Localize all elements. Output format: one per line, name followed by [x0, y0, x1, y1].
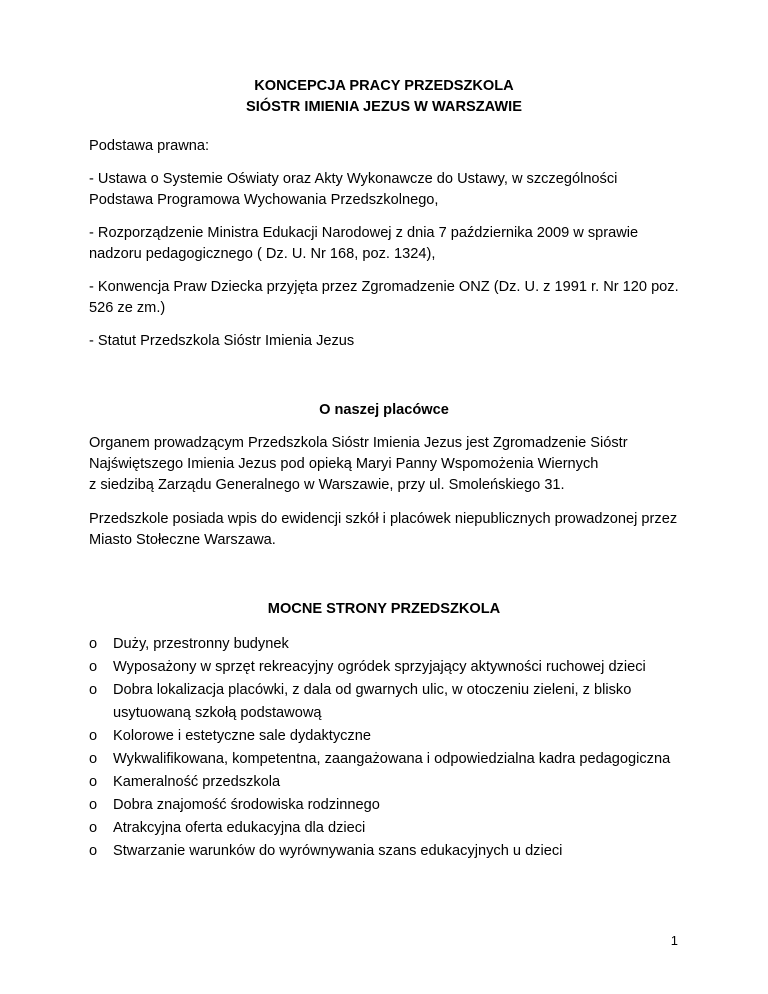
list-item: o Kameralność przedszkola [89, 771, 679, 794]
legal-basis-item: - Ustawa o Systemie Oświaty oraz Akty Wykonawcze do Ustawy, w szczególności Podstawa Programowa Wychowania Przedszkolnego, [89, 171, 618, 208]
list-item: o Dobra lokalizacja placówki, z dala od gwarnych ulic, w otoczeniu zieleni, z blisko usytuowaną szkołą podstawową [89, 679, 679, 725]
bullet-marker: o [89, 636, 98, 652]
about-paragraph-1 [89, 433, 679, 496]
bullet-marker: o [89, 728, 98, 744]
list-item: o Duży, przestronny budynek [89, 633, 679, 656]
list-item: o Dobra znajomość środowiska rodzinnego [89, 794, 679, 817]
bullet-marker: o [89, 751, 98, 767]
bullet-marker: o [89, 843, 98, 859]
document-page [89, 76, 679, 863]
list-item: o Atrakcyjna oferta edukacyjna dla dzieci [89, 817, 679, 840]
bullet-marker: o [89, 820, 98, 836]
legal-basis-item: - Rozporządzenie Ministra Edukacji Narodowej z dnia 7 października 2009 w sprawie nadzoru pedagogicznego ( Dz. U. Nr 168, poz. 1324), [89, 225, 639, 262]
about-heading: O naszej placówce [319, 402, 449, 418]
bullet-marker: o [89, 797, 98, 813]
strengths-list [89, 633, 679, 863]
legal-basis-heading: Podstawa prawna: [89, 138, 210, 154]
list-item: o Wyposażony w sprzęt rekreacyjny ogródek sprzyjający aktywności ruchowej dzieci [89, 656, 679, 679]
legal-basis-item: - Statut Przedszkola Sióstr Imienia Jezus [89, 333, 355, 349]
about-paragraph-1-line: Organem prowadzącym Przedszkola Sióstr Imienia Jezus jest Zgromadzenie Sióstr [89, 435, 628, 451]
strengths-heading: MOCNE STRONY PRZEDSZKOLA [267, 601, 501, 617]
document-title-line-1: KONCEPCJA PRACY PRZEDSZKOLA [254, 78, 514, 94]
about-paragraph-1-line: z siedzibą Zarządu Generalnego w Warszawie, przy ul. Smoleńskiego 31. [89, 477, 565, 493]
list-item: o Stwarzanie warunków do wyrównywania szans edukacyjnych u dzieci [89, 840, 679, 863]
about-paragraph-2: Przedszkole posiada wpis do ewidencji szkół i placówek niepublicznych prowadzonej przez Miasto Stołeczne Warszawa. [89, 511, 678, 548]
document-title-line-2: SIÓSTR IMIENIA JEZUS W WARSZAWIE [246, 99, 522, 115]
list-item: o Wykwalifikowana, kompetentna, zaangażowana i odpowiedzialna kadra pedagogiczna [89, 748, 679, 771]
bullet-marker: o [89, 659, 98, 675]
bullet-marker: o [89, 682, 98, 698]
legal-basis-item: - Konwencja Praw Dziecka przyjęta przez Zgromadzenie ONZ (Dz. U. z 1991 r. Nr 120 poz. 526 ze zm.) [89, 279, 679, 316]
page-number: 1 [670, 933, 678, 948]
about-paragraph-1-line: Najświętszego Imienia Jezus pod opieką Maryi Panny Wspomożenia Wiernych [89, 456, 599, 472]
list-item: o Kolorowe i estetyczne sale dydaktyczne [89, 725, 679, 748]
bullet-marker: o [89, 774, 98, 790]
